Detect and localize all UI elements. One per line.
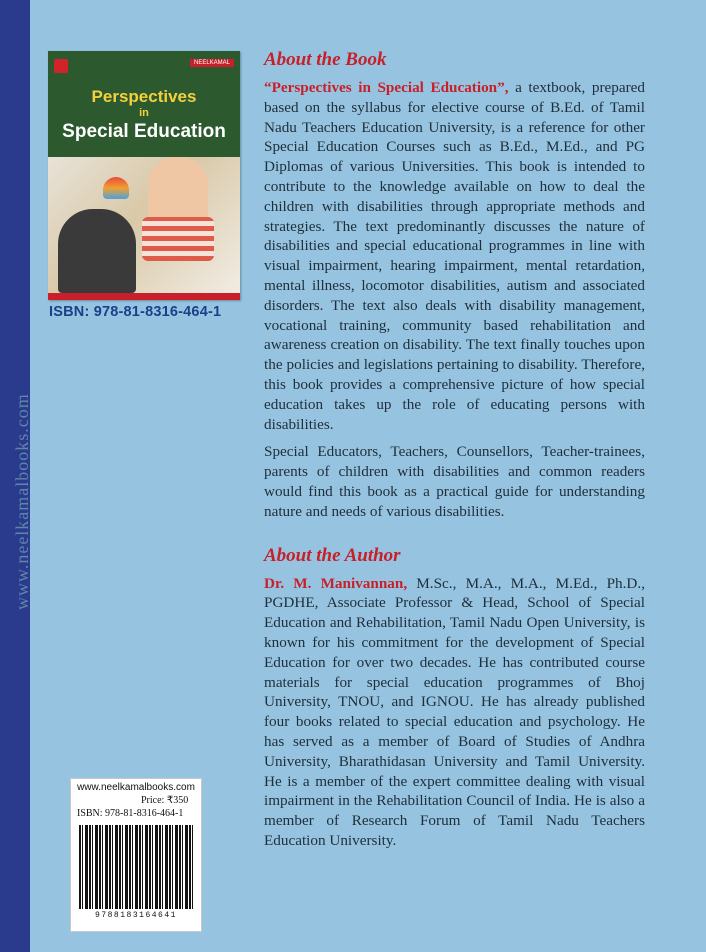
thumbnail-title-line1: Perspectives (91, 87, 197, 106)
thumbnail-header (48, 51, 240, 157)
isbn-label: ISBN: 978-81-8316-464-1 (49, 304, 222, 320)
about-book-paragraph-2: Special Educators, Teachers, Counsellors, Teacher-trainees, parents of children with disabilities and common readers would find this book as a practical guide for understanding nature and needs of various disabilities. (264, 443, 645, 520)
thumbnail-publisher: NEELKAMAL (190, 59, 234, 67)
sticker-isbn: ISBN: 978-81-8316-464-1 (77, 808, 184, 819)
text-column (264, 48, 645, 859)
thumbnail-title-in: in (139, 107, 149, 119)
cover-thumbnail (48, 51, 240, 300)
thumbnail-title-line2: Special Education (62, 121, 226, 142)
side-website-text: www.neelkamalbooks.com (12, 393, 32, 610)
sticker-price: Price: ₹350 (141, 795, 189, 806)
barcode (79, 825, 193, 909)
thumbnail-photo (48, 157, 240, 293)
about-book-paragraph-1-text: a textbook, prepared based on the syllabus for elective course of B.Ed. of Tamil Nadu Teachers Education University, is a reference for other Special Education Courses such as B.Ed., M.Ed., and PG Diplomas of various Universities. This book is intended to contribute to the knowledge available on how to deal the children with disabilities through appropriate methods and strategies. The text predominantly discusses the nature of disabilities and special educational programmes in line with visual impairment, hearing impairment, mental retardation, mental illness, locomotor disabilities, autism and associated disorders. The text also deals with disability management, vocational training, community based rehabilitation and awareness creation on disability. The text finally touches upon the policies and legislations pertaining to disability. Therefore, this book provides a comprehensive picture of how special education takes up the role of educating persons with disabilities. (264, 79, 646, 433)
publisher-logo-icon (54, 59, 68, 73)
barcode-digits: 9788183164641 (95, 911, 177, 920)
thumbnail-footer-band (48, 293, 240, 300)
child-shirt (142, 217, 214, 261)
about-book-heading: About the Book (264, 49, 387, 70)
price-sticker (70, 778, 202, 932)
heart-drawing-icon (103, 177, 129, 199)
author-name: Dr. M. Manivannan, (264, 574, 408, 592)
book-title-quote: “Perspectives in Special Education”, (264, 79, 509, 96)
about-book-paragraph-1 (264, 78, 645, 434)
child-photo-left (58, 209, 136, 293)
about-author-paragraph (264, 574, 645, 851)
author-bio-text: M.Sc., M.A., M.A., M.Ed., Ph.D., PGDHE, Associate Professor & Head, School of Special Education and Rehabilitation, Tamil Nadu Open University, is known for his commitment for the development of Special Education for over two decades. He has contributed course materials for special education programmes of Bhoj University, TNOU, and IGNOU. He has already published four books related to special education and psychology. He has served as a member of Board of Studies of Andhra University, Bharathidasan University and Tamil University. He is a member of the expert committee dealing with visual impairment in the Rehabilitation Council of India. He is also a member of Research Forum of Tamil Nadu Teachers Education University. (264, 574, 645, 849)
about-author-heading: About the Author (264, 544, 401, 566)
sticker-website: www.neelkamalbooks.com (77, 782, 195, 793)
